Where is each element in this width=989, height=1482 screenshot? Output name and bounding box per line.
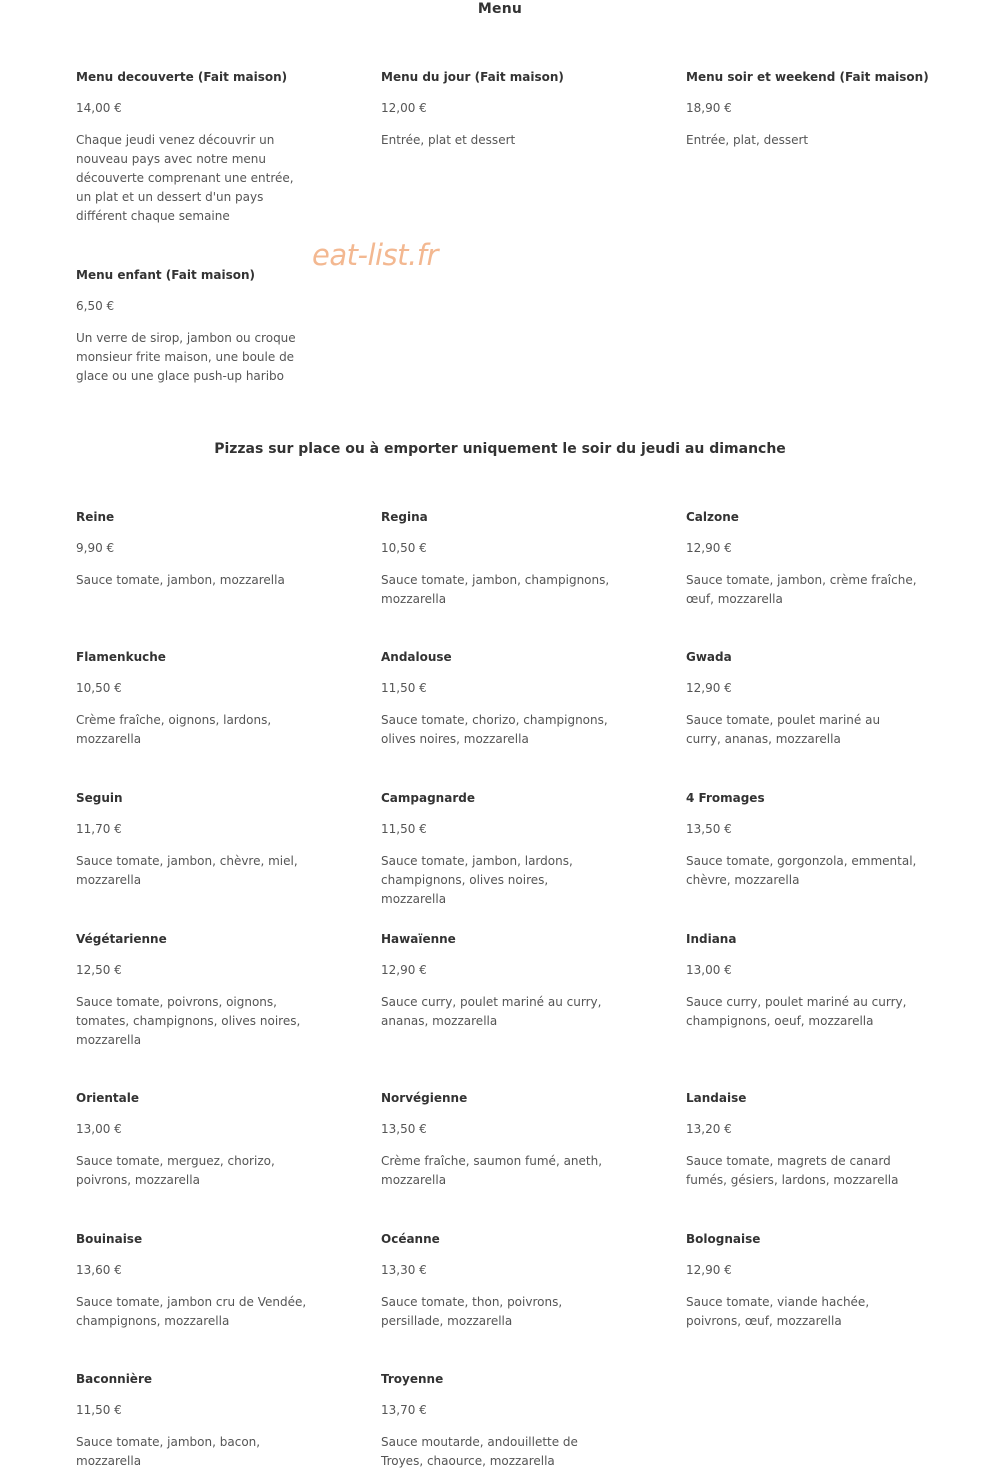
- pizza-description: Sauce tomate, jambon, bacon, mozzarella: [76, 1435, 261, 1468]
- pizza-description: Sauce tomate, jambon, lardons, champignons, olives noires, mozzarella: [381, 854, 573, 906]
- pizza-description: Sauce tomate, chorizo, champignons, olives noires, mozzarella: [381, 713, 608, 746]
- pizza-description: Sauce tomate, jambon, chèvre, miel, mozzarella: [76, 854, 298, 887]
- pizza-name: Hawaïenne: [381, 932, 456, 946]
- pizza-price: 12,50 €: [76, 963, 122, 977]
- pizza-name: Orientale: [76, 1091, 139, 1105]
- menu-item-description: Un verre de sirop, jambon ou croque monsieur frite maison, une boule de glace ou une glace push-up haribo: [76, 331, 296, 383]
- pizza-price: 12,90 €: [686, 681, 732, 695]
- pizza-name: Seguin: [76, 791, 123, 805]
- pizza-item: [76, 931, 308, 1050]
- pizza-name: Indiana: [686, 932, 737, 946]
- pizza-item: [686, 1231, 918, 1331]
- pizza-item: [76, 1231, 308, 1331]
- pizza-price: 13,30 €: [381, 1263, 427, 1277]
- pizza-name: Norvégienne: [381, 1091, 468, 1105]
- menu-item: [76, 69, 308, 226]
- pizza-item: [76, 1371, 308, 1471]
- pizza-description: Sauce tomate, thon, poivrons, persillade, mozzarella: [381, 1295, 563, 1328]
- pizza-price: 9,90 €: [76, 541, 115, 555]
- pizza-name: Gwada: [686, 650, 732, 664]
- menu-item: [76, 267, 308, 386]
- pizza-item: [76, 649, 308, 749]
- pizza-name: Calzone: [686, 510, 739, 524]
- pizzas-heading: Pizzas sur place ou à emporter uniquement le soir du jeudi au dimanche: [214, 441, 786, 457]
- pizza-description: Sauce tomate, magrets de canard fumés, gésiers, lardons, mozzarella: [686, 1154, 899, 1187]
- menu-item: [381, 69, 613, 150]
- pizza-price: 13,00 €: [686, 963, 732, 977]
- pizza-description: Sauce tomate, jambon cru de Vendée, champignons, mozzarella: [76, 1295, 307, 1328]
- pizza-description: Crème fraîche, oignons, lardons, mozzarella: [76, 713, 272, 746]
- pizza-price: 13,70 €: [381, 1403, 427, 1417]
- pizza-item: [686, 649, 918, 749]
- pizza-description: Sauce tomate, jambon, champignons, mozzarella: [381, 573, 610, 606]
- pizza-price: 13,60 €: [76, 1263, 122, 1277]
- pizza-price: 13,50 €: [381, 1122, 427, 1136]
- pizza-item: [686, 790, 918, 890]
- menu-item-price: 12,00 €: [381, 101, 427, 115]
- menu-item: [686, 69, 929, 150]
- pizza-item: [381, 931, 613, 1031]
- pizza-description: Sauce curry, poulet mariné au curry, ananas, mozzarella: [381, 995, 602, 1028]
- pizza-price: 12,90 €: [381, 963, 427, 977]
- pizza-name: Bolognaise: [686, 1232, 761, 1246]
- pizza-description: Sauce moutarde, andouillette de Troyes, chaource, mozzarella: [381, 1435, 578, 1468]
- pizza-item: [381, 1231, 613, 1331]
- pizza-price: 12,90 €: [686, 1263, 732, 1277]
- watermark-logo: eat-list.fr: [312, 238, 438, 272]
- pizza-price: 11,50 €: [76, 1403, 122, 1417]
- menu-item-price: 18,90 €: [686, 101, 732, 115]
- pizza-price: 11,50 €: [381, 822, 427, 836]
- page-title: Menu: [477, 1, 523, 17]
- pizza-name: Flamenkuche: [76, 650, 166, 664]
- pizza-name: Campagnarde: [381, 791, 475, 805]
- pizza-item: [381, 1090, 613, 1190]
- pizza-name: Andalouse: [381, 650, 452, 664]
- pizza-price: 10,50 €: [381, 541, 427, 555]
- pizza-price: 10,50 €: [76, 681, 122, 695]
- pizza-item: [381, 649, 613, 749]
- menu-item-price: 6,50 €: [76, 299, 115, 313]
- pizza-item: [76, 509, 308, 590]
- pizza-description: Sauce tomate, jambon, mozzarella: [76, 573, 285, 587]
- pizza-item: [76, 790, 308, 890]
- pizza-name: Bouinaise: [76, 1232, 143, 1246]
- menu-item-description: Entrée, plat, dessert: [686, 133, 809, 147]
- pizza-name: Reine: [76, 510, 115, 524]
- pizza-description: Crème fraîche, saumon fumé, aneth, mozzarella: [381, 1154, 603, 1187]
- pizza-item: [381, 1371, 613, 1471]
- pizza-description: Sauce tomate, merguez, chorizo, poivrons, mozzarella: [76, 1154, 275, 1187]
- pizza-name: Océanne: [381, 1232, 440, 1246]
- pizza-item: [686, 1090, 918, 1190]
- pizza-price: 13,20 €: [686, 1122, 732, 1136]
- menu-item-name: Menu soir et weekend (Fait maison): [686, 70, 929, 84]
- pizza-item: [76, 1090, 308, 1190]
- pizza-item: [381, 790, 613, 909]
- menu-item-name: Menu enfant (Fait maison): [76, 268, 256, 282]
- menu-item-description: Entrée, plat et dessert: [381, 133, 516, 147]
- pizza-name: Troyenne: [381, 1372, 444, 1386]
- menu-item-name: Menu du jour (Fait maison): [381, 70, 564, 84]
- pizza-price: 13,00 €: [76, 1122, 122, 1136]
- pizza-price: 11,50 €: [381, 681, 427, 695]
- pizza-price: 11,70 €: [76, 822, 122, 836]
- pizza-price: 12,90 €: [686, 541, 732, 555]
- menu-item-description: Chaque jeudi venez découvrir un nouveau pays avec notre menu découverte comprenant une entrée, un plat et un dessert d'un pays différent chaque semaine: [76, 133, 294, 223]
- menu-item-name: Menu decouverte (Fait maison): [76, 70, 288, 84]
- pizza-item: [381, 509, 613, 609]
- pizza-description: Sauce curry, poulet mariné au curry, champignons, oeuf, mozzarella: [686, 995, 907, 1028]
- pizza-name: 4 Fromages: [686, 791, 765, 805]
- pizza-name: Végétarienne: [76, 932, 167, 946]
- pizza-price: 13,50 €: [686, 822, 732, 836]
- pizza-description: Sauce tomate, viande hachée, poivrons, œuf, mozzarella: [686, 1295, 870, 1328]
- pizza-description: Sauce tomate, gorgonzola, emmental, chèvre, mozzarella: [686, 854, 917, 887]
- pizza-item: [686, 931, 918, 1031]
- pizza-description: Sauce tomate, poulet mariné au curry, ananas, mozzarella: [686, 713, 881, 746]
- pizza-description: Sauce tomate, jambon, crème fraîche, œuf, mozzarella: [686, 573, 917, 606]
- pizza-item: [686, 509, 918, 609]
- pizza-name: Regina: [381, 510, 428, 524]
- pizza-name: Baconnière: [76, 1372, 152, 1386]
- menu-item-price: 14,00 €: [76, 101, 122, 115]
- pizza-name: Landaise: [686, 1091, 747, 1105]
- pizza-description: Sauce tomate, poivrons, oignons, tomates, champignons, olives noires, mozzarella: [76, 995, 301, 1047]
